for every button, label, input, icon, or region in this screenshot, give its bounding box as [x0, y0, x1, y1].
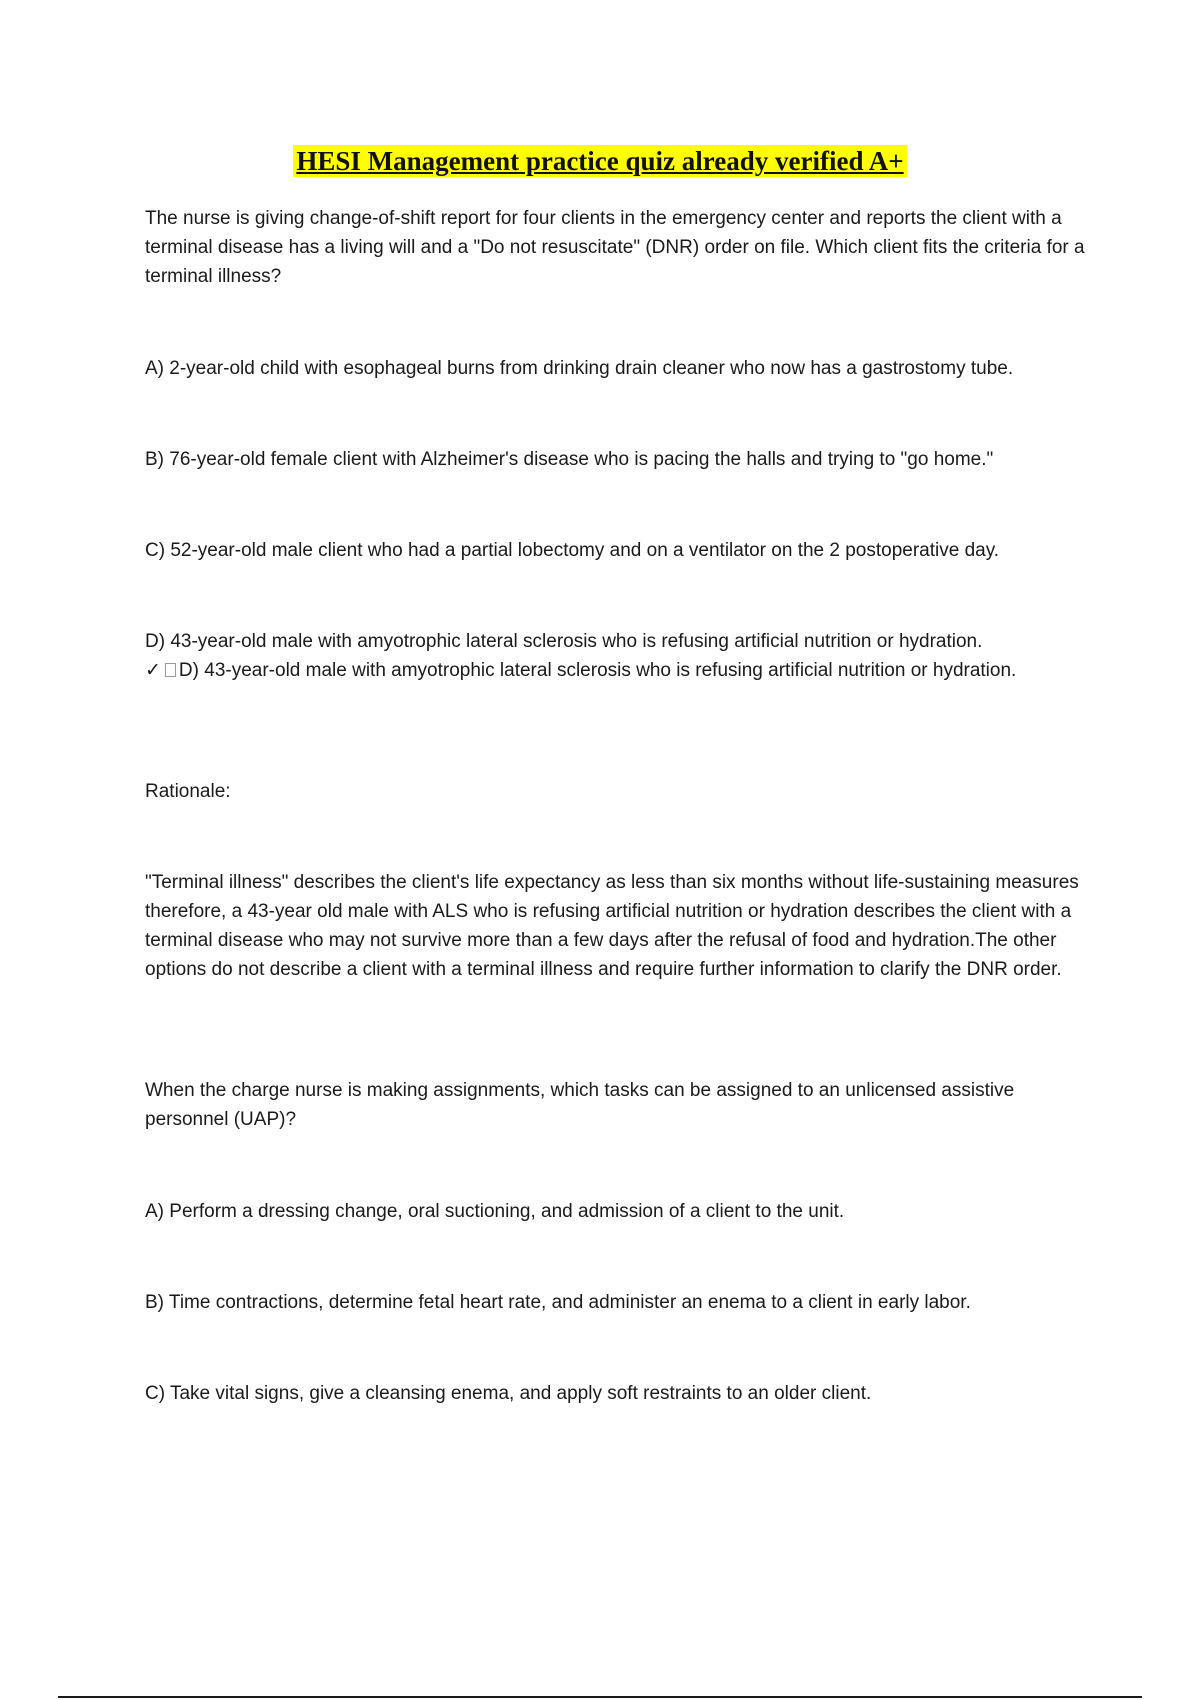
- question-1-answer: [145, 656, 1085, 685]
- question-1-option-b: B) 76-year-old female client with Alzheimer's disease who is pacing the halls and trying to "go home.": [145, 449, 994, 470]
- question-1-option-c: C) 52-year-old male client who had a partial lobectomy and on a ventilator on the 2 postoperative day.: [145, 540, 1000, 561]
- rationale-text: "Terminal illness" describes the client's life expectancy as less than six months without life-sustaining measures therefore, a 43-year old male with ALS who is refusing artificial nutrition or hydration describes the client with a terminal disease who may not survive more than a few days after the refusal of food and hydration.The other options do not describe a client with a terminal illness and require further information to clarify the DNR order.: [145, 872, 1079, 980]
- question-2-option-c: C) Take vital signs, give a cleansing enema, and apply soft restraints to an older client.: [145, 1383, 872, 1404]
- title-container: [0, 145, 1200, 177]
- question-1-option-d: D) 43-year-old male with amyotrophic lateral sclerosis who is refusing artificial nutrition or hydration.: [145, 631, 983, 652]
- footer-divider: [58, 1696, 1142, 1698]
- question-2-stem: When the charge nurse is making assignments, which tasks can be assigned to an unlicensed assistive personnel (UAP)?: [145, 1080, 1015, 1130]
- question-2-option-a: A) Perform a dressing change, oral suctioning, and admission of a client to the unit.: [145, 1201, 845, 1222]
- question-1-option-a: A) 2-year-old child with esophageal burns from drinking drain cleaner who now has a gastrostomy tube.: [145, 358, 1014, 379]
- document-title: HESI Management practice quiz already verified A+: [293, 145, 906, 177]
- rationale-label: Rationale:: [145, 781, 231, 802]
- checkmark-icon: ✓: [145, 660, 161, 681]
- question-2-option-b: B) Time contractions, determine fetal heart rate, and administer an enema to a client in early labor.: [145, 1292, 971, 1313]
- checkbox-glyph-icon: [165, 663, 176, 677]
- question-1-answer-text: D) 43-year-old male with amyotrophic lateral sclerosis who is refusing artificial nutrition or hydration.: [178, 660, 1017, 681]
- question-1-stem: The nurse is giving change-of-shift report for four clients in the emergency center and reports the client with a terminal disease has a living will and a "Do not resuscitate" (DNR) order on file. Which client fits the criteria for a terminal illness?: [145, 208, 1085, 287]
